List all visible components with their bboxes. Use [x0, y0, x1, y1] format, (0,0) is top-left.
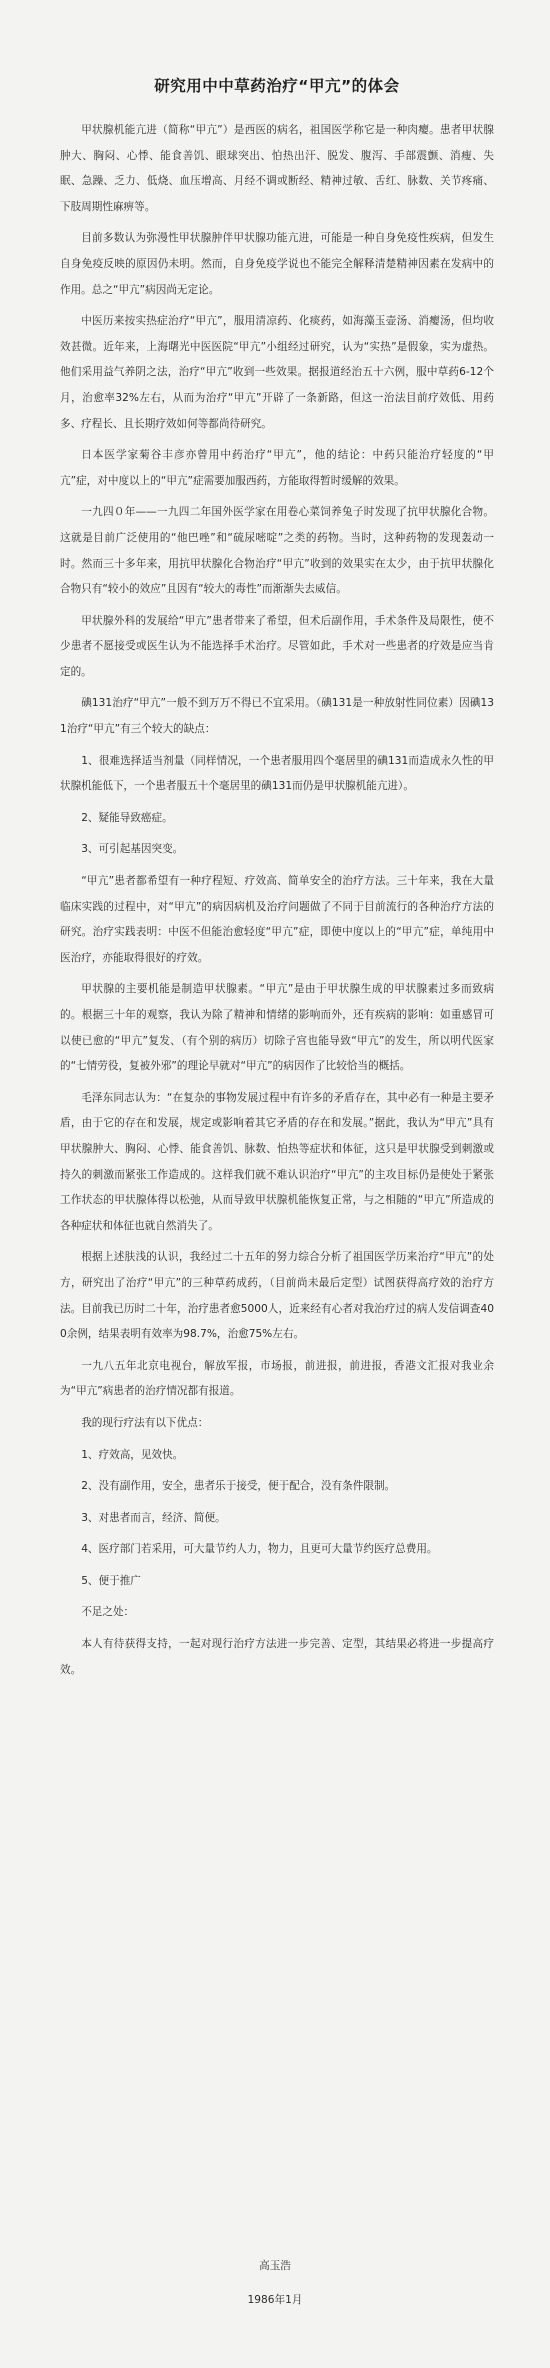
paragraph-japan: 日本医学家菊谷丰彦亦曾用中药治疗“甲亢”，他的结论：中药只能治疗轻度的“甲亢”症，对中度以上的“甲亢”症需要加服西药，方能取得暂时缓解的效果。: [60, 449, 494, 487]
author-signature: 高玉浩: [259, 2260, 291, 2272]
list-item-advantage-5: 5、便于推广: [81, 1574, 141, 1587]
list-item-iodine-2: 2、疑能导致癌症。: [81, 811, 173, 824]
document-body: [60, 118, 494, 1683]
paragraph-practice: “甲亢”患者都希望有一种疗程短、疗效高、简单安全的治疗方法。三十年来，我在大量临床实践的过程中，对“甲亢”的病因病机及治疗问题做了不同于目前流行的各种治疗方法的研究。治疗实践表明：中医不但能治愈轻度“甲亢”症，即使中度以上的“甲亢”症，单纯用中医治疗，亦能取得很好的疗效。: [60, 875, 494, 964]
list-item-advantage-4: 4、医疗部门若采用，可大量节约人力，物力，且更可大量节约医疗总费用。: [81, 1543, 438, 1556]
paragraph-antithyroid-drugs: 一九四０年——一九四二年国外医学家在用卷心菜饲养兔子时发现了抗甲状腺化合物。这就是目前广泛使用的“他巴唑”和“硫尿嘧啶”之类的药物。当时，这种药物的发现轰动一时。然而三十多年来，用抗甲状腺化合物治疗“甲亢”收到的效果实在太少，由于抗甲状腺化合物只有“较小的效应”且因有“较大的毒性”而渐渐失去威信。: [60, 506, 494, 596]
paragraph-etiology: 目前多数认为弥漫性甲状腺肿伴甲状腺功能亢进，可能是一种自身免疫性疾病，但发生自身免疫反映的原因仍未明。然而，自身免疫学说也不能完全解释清楚精神因素在发病中的作用。总之“甲亢”病因尚无定论。: [60, 232, 494, 296]
paragraph-advantages-heading: 我的现行疗法有以下优点：: [81, 1416, 209, 1429]
paragraph-conclusion: 本人有待获得支持，一起对现行治疗方法进一步完善、定型，其结果必将进一步提高疗效。: [60, 1638, 494, 1676]
paragraph-results: 根据上述肤浅的认识，我经过二十五年的努力综合分析了祖国医学历来治疗“甲亢”的处方，研究出了治疗“甲亢”的三种草药成药，（目前尚未最后定型）试图获得高疗效的治疗方法。目前我已历时二十年，治疗患者愈5000人，近来经有心者对我治疗过的病人发信调查400余例，结果表明有效率为98.7%，治愈75%左右。: [60, 1251, 494, 1341]
paragraph-media: 一九八五年北京电视台，解放军报，市场报，前进报，前进报，香港文汇报对我业余为“甲亢”病患者的治疗情况都有报道。: [60, 1359, 494, 1398]
paragraph-tcm-history: 中医历来按实热症治疗“甲亢”，服用清凉药、化痰药，如海藻玉壶汤、消瘿汤，但均收效甚微。近年来，上海曙光中医医院“甲亢”小组经过研究，认为“实热”是假象，实为虚热。他们采用益气养阴之法，治疗“甲亢”收到一些效果。据报道经治五十六例，服中草药6-12个月，治愈率32%左右，从而为治疗“甲亢”开辟了一条新路，但这一治法目前疗效低、用药多、疗程长、且长期疗效如何等都尚待研究。: [60, 315, 494, 430]
paragraph-iodine: 碘131治疗“甲亢”一般不到万万不得已不宜采用。（碘131是一种放射性同位素）因碘131治疗“甲亢”有三个较大的缺点：: [60, 697, 494, 736]
paragraph-intro: 甲状腺机能亢进（简称“甲亢”）是西医的病名，祖国医学称它是一种肉瘿。患者甲状腺肿大、胸闷、心悸、能食善饥、眼球突出、怕热出汗、脱发、腹泻、手部震颤、消瘦、失眠、急躁、乏力、低烧、血压增高、月经不调或断经、精神过敏、舌红、脉数、关节疼痛、下肢周期性麻痹等。: [60, 124, 494, 213]
paragraph-mechanism: 甲状腺的主要机能是制造甲状腺素。“甲亢”是由于甲状腺生成的甲状腺素过多而致病的。根据三十年的观察，我认为除了精神和情绪的影响而外，还有疾病的影响：如重感冒可以使已愈的“甲亢”复发、（有个别的病历）切除子宫也能导致“甲亢”的发生，所以明代医家的“七情劳役，复被外邪”的理论早就对“甲亢”的病因作了比较恰当的概括。: [60, 983, 494, 1073]
document-title: 研究用中中草药治疗“甲亢”的体会: [154, 77, 400, 95]
list-item-iodine-1: 1、很难选择适当剂量（同样情况，一个患者服用四个毫居里的碘131而造成永久性的甲状腺机能低下，一个患者服五十个毫居里的碘131而仍是甲状腺机能亢进）。: [60, 754, 494, 793]
paragraph-shortcomings-heading: 不足之处：: [81, 1606, 135, 1619]
document-date: 1986年1月: [247, 2294, 303, 2306]
list-item-advantage-1: 1、疗效高，见效快。: [81, 1448, 184, 1461]
paragraph-theory: 毛泽东同志认为：“在复杂的事物发展过程中有许多的矛盾存在，其中必有一种是主要矛盾，由于它的存在和发展，规定或影响着其它矛盾的存在和发展。”据此，我认为“甲亢”具有甲状腺肿大、胸闷、心悸、能食善饥、脉数、怕热等症状和体征，这只是甲状腺受到刺激或持久的刺激而紧张工作造成的。这样我们就不难认识治疗“甲亢”的主攻目标仍是使处于紧张工作状态的甲状腺体得以松弛，从而导致甲状腺机能恢复正常，与之相随的“甲亢”所造成的各种症状和体征也就自然消失了。: [60, 1091, 494, 1232]
list-item-iodine-3: 3、可引起基因突变。: [81, 843, 184, 856]
list-item-advantage-2: 2、没有副作用，安全，患者乐于接受，便于配合，没有条件限制。: [81, 1480, 396, 1493]
list-item-advantage-3: 3、对患者而言，经济、简便。: [81, 1511, 226, 1524]
paragraph-surgery: 甲状腺外科的发展给“甲亢”患者带来了希望，但术后副作用，手术条件及局限性，使不少患者不愿接受或医生认为不能选择手术治疗。尽管如此，手术对一些患者的疗效是应当肯定的。: [60, 614, 494, 678]
